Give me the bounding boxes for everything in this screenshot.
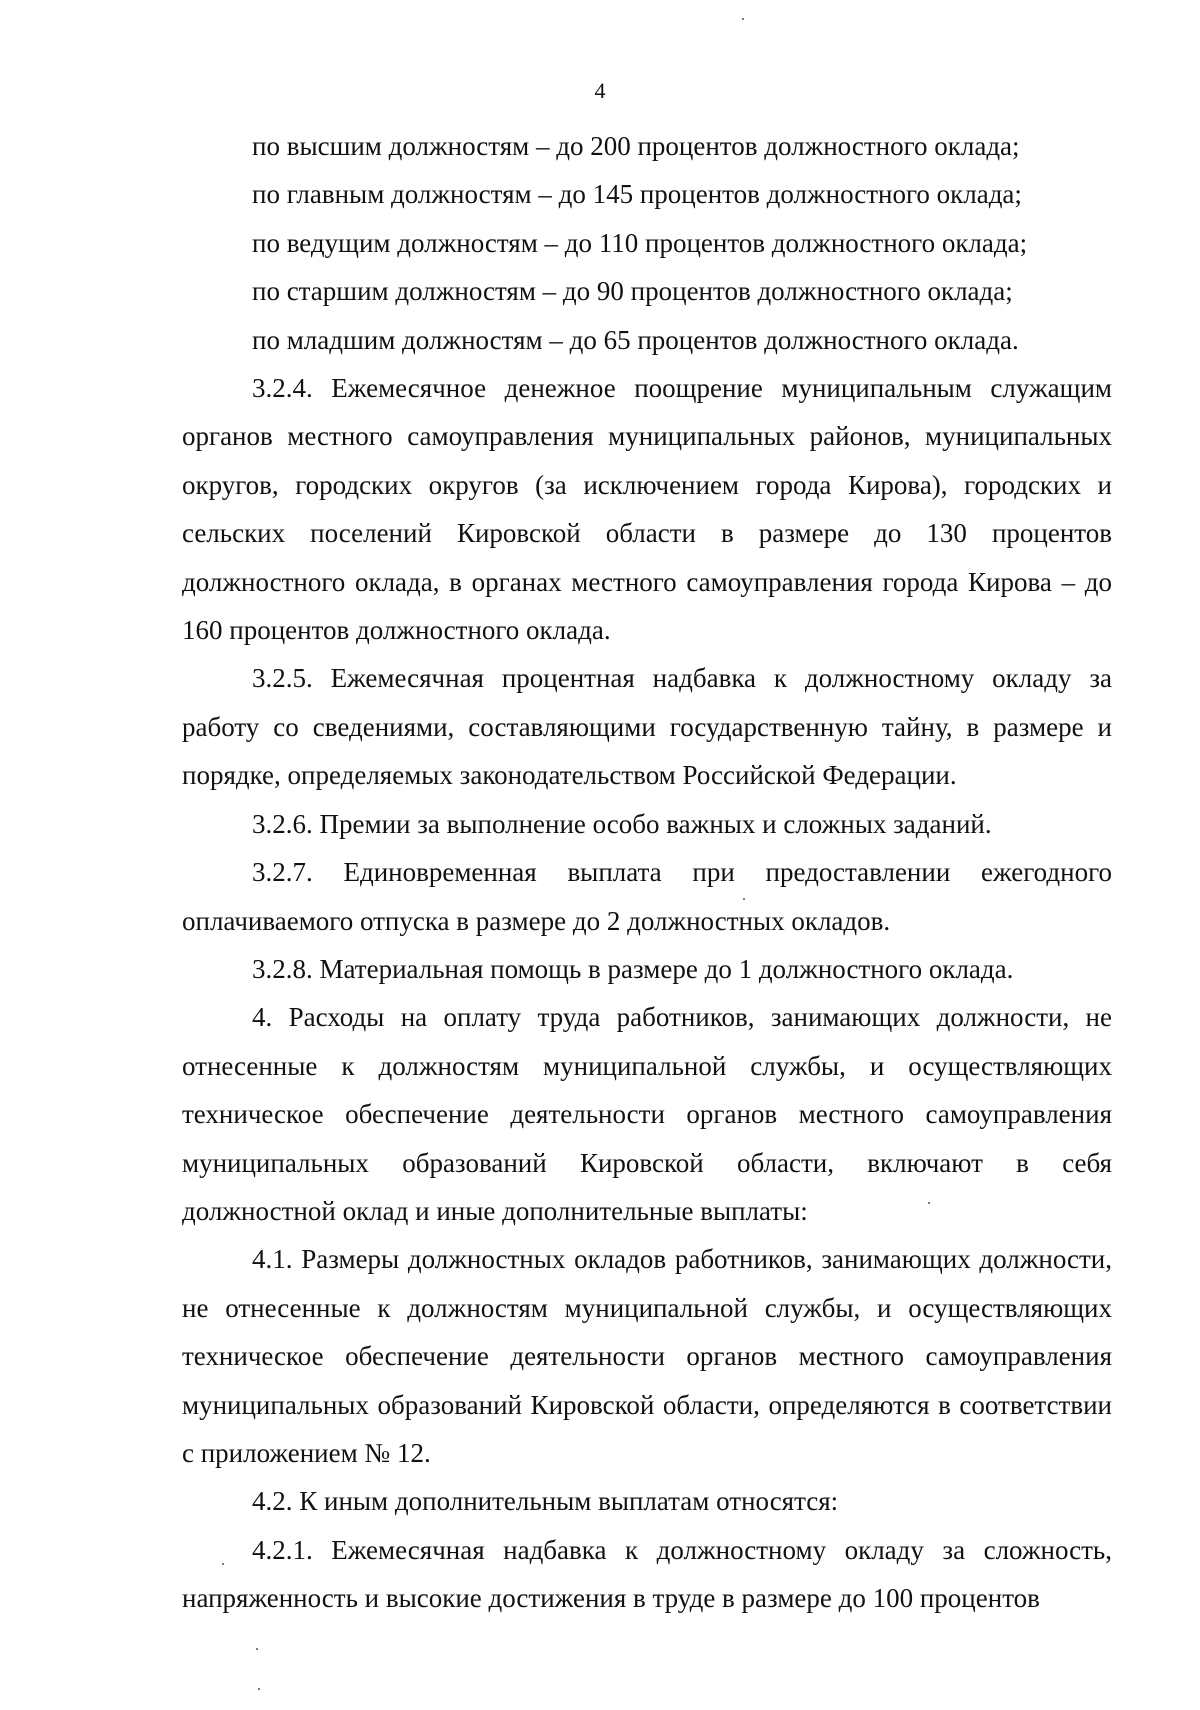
list-line-leading-positions: по ведущим должностям – до 110 процентов должностного оклада; — [252, 227, 1028, 258]
scan-speck — [743, 898, 745, 900]
list-line-chief-positions: по главным должностям – до 145 процентов должностного оклада; — [252, 179, 1022, 210]
paragraph-4-2: 4.2. К иным дополнительным выплатам относятся: — [252, 1486, 839, 1517]
paragraph-3-2-6: 3.2.6. Премии за выполнение особо важных и сложных заданий. — [252, 808, 992, 839]
paragraph-3-2-4: 3.2.4. Ежемесячное денежное поощрение муниципальным служащим органов местного самоуправления муниципальных районов, муниципальных округов, городских округов (за исключением города Кирова), городских и сельских поселений Кировской области в размере до 130 процентов должностного оклада, в органах местного самоуправления города Кирова – до 160 процентов должностного оклада. — [182, 373, 1112, 646]
scan-speck — [928, 1202, 930, 1204]
paragraph-3-2-8: 3.2.8. Материальная помощь в размере до 1 должностного оклада. — [252, 953, 1014, 984]
list-line-senior-positions: по старшим должностям – до 90 процентов должностного оклада; — [252, 276, 1013, 307]
paragraph-3-2-5: 3.2.5. Ежемесячная процентная надбавка к должностному окладу за работу со сведениями, составляющими государственную тайну, в размере и порядке, определяемых законодательством Российской Федерации. — [182, 663, 1112, 791]
paragraph-4: 4. Расходы на оплату труда работников, занимающих должности, не отнесенные к должностям муниципальной службы, и осуществляющих техническое обеспечение деятельности органов местного самоуправления муниципальных образований Кировской области, включают в себя должностной оклад и иные дополнительные выплаты: — [182, 1002, 1112, 1226]
scan-speck — [222, 1563, 224, 1565]
scan-speck — [258, 1688, 260, 1690]
scan-speck — [742, 18, 744, 20]
scan-speck — [256, 1648, 258, 1650]
paragraph-3-2-7: 3.2.7. Единовременная выплата при предоставлении ежегодного оплачиваемого отпуска в размере до 2 должностных окладов. — [182, 857, 1112, 936]
list-line-higher-positions: по высшим должностям – до 200 процентов должностного оклада; — [252, 131, 1020, 161]
paragraph-4-2-1: 4.2.1. Ежемесячная надбавка к должностному окладу за сложность, напряженность и высокие достижения в труде в размере до 100 процентов — [182, 1534, 1112, 1614]
list-line-junior-positions: по младшим должностям – до 65 процентов должностного оклада. — [252, 324, 1019, 355]
page-number: 4 — [594, 78, 606, 103]
paragraph-4-1: 4.1. Размеры должностных окладов работников, занимающих должности, не отнесенные к должностям муниципальной службы, и осуществляющих техническое обеспечение деятельности органов местного самоуправления муниципальных образований Кировской области, определяются в соответствии с приложением № 12. — [182, 1244, 1112, 1468]
document-body — [182, 122, 1112, 1623]
